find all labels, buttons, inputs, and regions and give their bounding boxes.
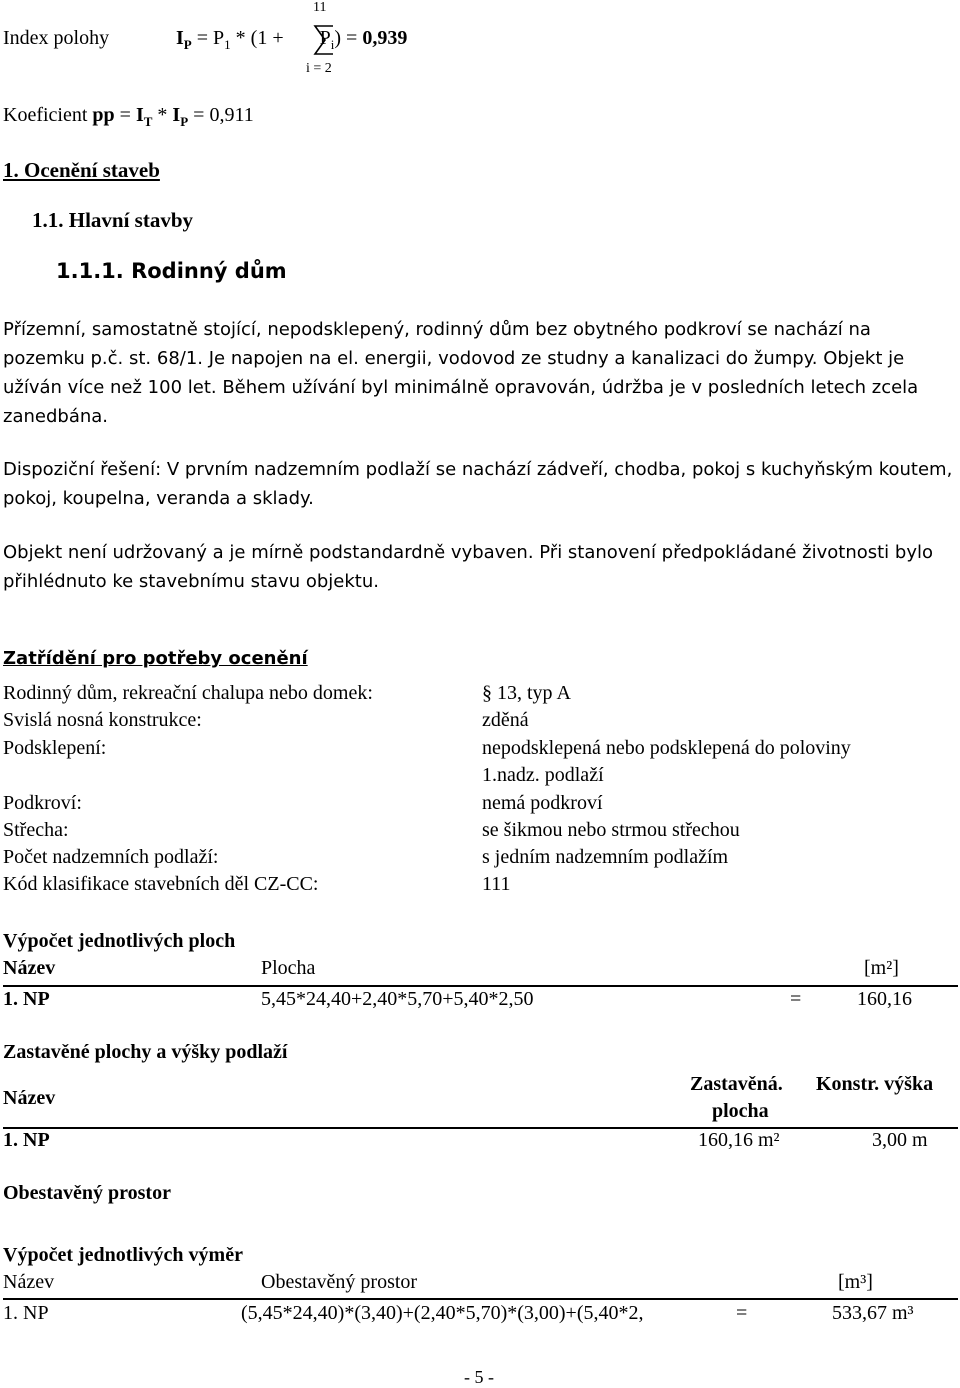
paragraph-description: Přízemní, samostatně stojící, nepodsklepený, rodinný dům bez obytného podkroví se nachází na pozemku p.č. st. 68/1. Je napojen na el. energii, vodovod ze studny a kanalizaci do žumpy. Objekt je užíván více než 100 let. Během užívání byl minimálně opravován, údržba je v posledních letech zcela zanedbána. (3, 319, 919, 427)
zastavene-col-area-line2: plocha (712, 1100, 769, 1122)
plochy-title: Výpočet jednotlivých ploch (3, 930, 236, 952)
zatrideni-label: Podkroví: (3, 792, 82, 814)
paragraph-stav: Objekt není udržovaný a je mírně podstandardně vybaven. Při stanovení předpokládané životnosti bylo přihlédnuto ke stavebnímu stavu objektu. (3, 542, 933, 592)
vymery-col-name: Název (3, 1271, 55, 1293)
koeficient-label: Koeficient (3, 104, 88, 126)
vymery-col-unit: [m³] (838, 1271, 873, 1293)
zastavene-row-name: 1. NP (3, 1129, 50, 1151)
sum-lower-limit: i = 2 (306, 61, 332, 76)
zatrideni-value: 111 (482, 873, 511, 895)
plochy-row-name: 1. NP (3, 988, 50, 1010)
zastavene-title: Zastavěné plochy a výšky podlaží (3, 1041, 288, 1063)
obestaveny-title: Obestavěný prostor (3, 1182, 171, 1204)
zastavene-row-area: 160,16 m² (698, 1129, 780, 1151)
zatrideni-value: nemá podkroví (482, 792, 603, 814)
plochy-row-value: 160,16 (857, 988, 912, 1010)
zatrideni-value: zděná (482, 709, 529, 731)
plochy-col-area: Plocha (261, 957, 316, 979)
plochy-col-name: Název (3, 957, 56, 979)
plochy-row-eq: = (790, 988, 802, 1010)
plochy-header-rule (3, 985, 958, 987)
vymery-row-formula: (5,45*24,40)*(3,40)+(2,40*5,70)*(3,00)+(5,40*2, (241, 1302, 644, 1324)
heading-rodinny-dum: 1.1.1. Rodinný dům (56, 259, 287, 283)
zastavene-col-name: Název (3, 1087, 56, 1109)
koeficient-line: Koeficient pp = $I_T * I_P = 0,911$ (3, 104, 254, 129)
vymery-row-eq: = (736, 1302, 748, 1324)
zatrideni-title: Zatřídění pro potřeby ocenění (3, 648, 308, 669)
index-polohy-label: Index polohy (3, 27, 110, 49)
zatrideni-label: Svislá nosná konstrukce: (3, 709, 202, 731)
zatrideni-value: nepodsklepená nebo podsklepená do poloviny (482, 737, 851, 759)
heading-hlavni-stavby: 1.1. Hlavní stavby (32, 208, 194, 232)
zatrideni-label: Rodinný dům, rekreační chalupa nebo domek: (3, 682, 373, 704)
zatrideni-label: Kód klasifikace stavebních děl CZ-CC: (3, 873, 319, 895)
vymery-row-name: 1. NP (3, 1302, 49, 1324)
vymery-header-rule (3, 1298, 958, 1300)
zatrideni-value: 1.nadz. podlaží (482, 764, 604, 786)
page-number: - 5 - (464, 1367, 494, 1387)
vymery-row-value: 533,67 m³ (832, 1302, 914, 1324)
vymery-col-space: Obestavěný prostor (261, 1271, 418, 1293)
zatrideni-value: § 13, typ A (482, 682, 571, 704)
zastavene-header-rule (3, 1127, 958, 1129)
zatrideni-value: se šikmou nebo strmou střechou (482, 819, 740, 841)
zastavene-row-height: 3,00 m (872, 1129, 928, 1151)
sum-symbol-icon (312, 24, 336, 56)
plochy-row-formula: 5,45*24,40+2,40*5,70+5,40*2,50 (261, 988, 534, 1010)
koeficient-result: 0,911 (209, 104, 254, 126)
plochy-col-unit: [m²] (864, 957, 899, 979)
heading-oceneni-staveb: 1. Ocenění staveb (3, 158, 160, 182)
sum-upper-limit: 11 (313, 0, 327, 15)
zatrideni-label: Střecha: (3, 819, 69, 841)
index-polohy-result: 0,939 (362, 27, 408, 49)
zastavene-col-area-line1: Zastavěná. (690, 1073, 783, 1095)
zatrideni-label: Počet nadzemních podlaží: (3, 846, 219, 868)
zatrideni-value: s jedním nadzemním podlažím (482, 846, 729, 868)
index-polohy-formula: $I_P = P_1 * (1 + P_i) = 0,939$ (176, 27, 408, 52)
zastavene-col-height: Konstr. výška (816, 1073, 934, 1095)
paragraph-dispozice: Dispoziční řešení: V prvním nadzemním podlaží se nachází zádveří, chodba, pokoj s kuchyňským koutem, pokoj, koupelna, veranda a sklady. (3, 459, 953, 509)
zatrideni-label: Podsklepení: (3, 737, 107, 759)
vymery-title: Výpočet jednotlivých výměr (3, 1244, 243, 1266)
